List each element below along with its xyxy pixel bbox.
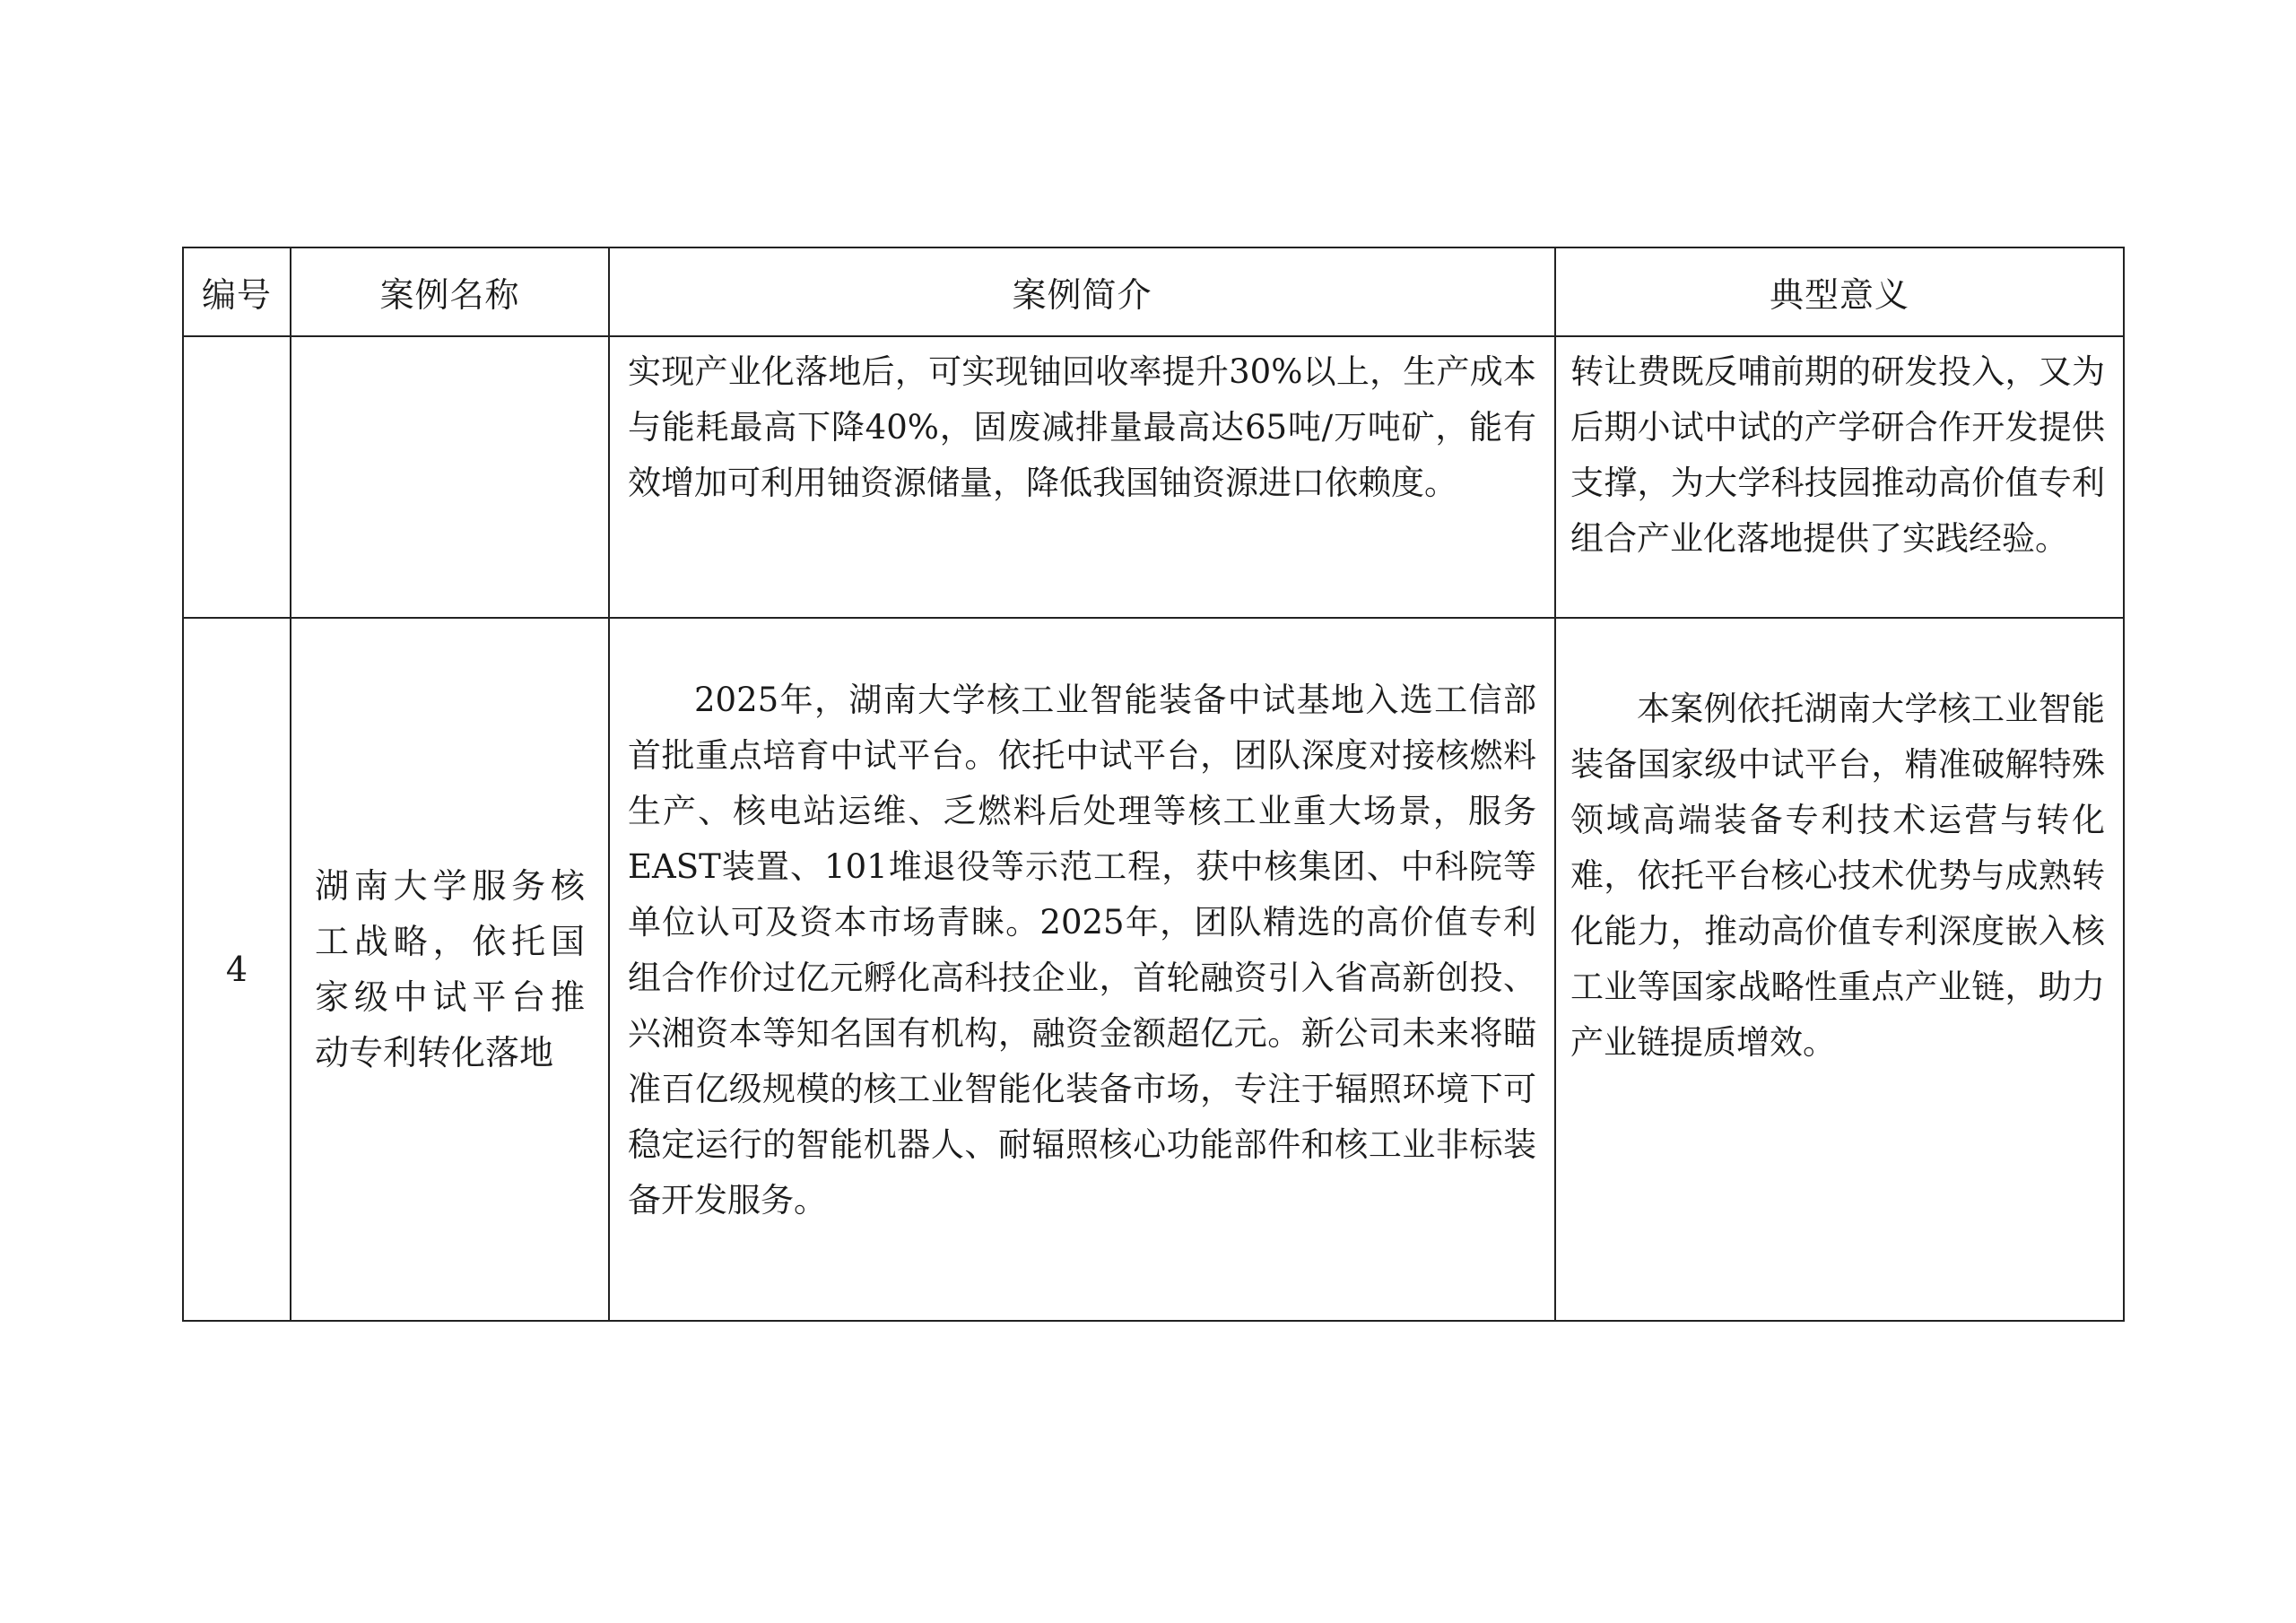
continued-name-cell [291,336,609,618]
header-case-name: 案例名称 [291,247,609,336]
continued-summary-text: 实现产业化落地后，可实现铀回收率提升30%以上，生产成本与能耗最高下降40%，固废减排量最高达65吨/万吨矿，能有效增加可利用铀资源储量，降低我国铀资源进口依赖度。 [628,352,1536,502]
table-header-row [183,247,2124,336]
case-table [182,247,2125,1322]
case-significance-text: 本案例依托湖南大学核工业智能装备国家级中试平台，精准破解特殊领域高端装备专利技术运营与转化难，依托平台核心技术优势与成熟转化能力，推动高价值专利深度嵌入核工业等国家战略性重点产业链，助力产业链提质增效。 [1570,690,2105,1062]
header-significance: 典型意义 [1555,247,2124,336]
case-summary-cell [609,618,1555,1321]
table-row [183,618,2124,1321]
case-significance-cell [1555,618,2124,1321]
continued-number-cell [183,336,291,618]
case-name-cell [291,618,609,1321]
table-row-continued [183,336,2124,618]
case-summary-text: 2025年，湖南大学核工业智能装备中试基地入选工信部首批重点培育中试平台。依托中试平台，团队深度对接核燃料生产、核电站运维、乏燃料后处理等核工业重大场景，服务EAST装置、101堆退役等示范工程，获中核集团、中科院等单位认可及资本市场青睐。2025年，团队精选的高价值专利组合作价过亿元孵化高科技企业，首轮融资引入省高新创投、兴湘资本等知名国有机构，融资金额超亿元。新公司未来将瞄准百亿级规模的核工业智能化装备市场，专注于辐照环境下可稳定运行的智能机器人、耐辐照核心功能部件和核工业非标装备开发服务。 [628,681,1536,1219]
continued-summary-cell [609,336,1555,618]
header-case-summary: 案例简介 [609,247,1555,336]
case-name-text: 湖南大学服务核工战略，依托国家级中试平台推动专利转化落地 [315,866,585,1072]
continued-significance-cell [1555,336,2124,618]
header-number: 编号 [183,247,291,336]
row-number: 4 [183,618,291,1321]
continued-significance-text: 转让费既反哺前期的研发投入，又为后期小试中试的产学研合作开发提供支撑，为大学科技园推动高价值专利组合产业化落地提供了实践经验。 [1570,352,2105,558]
